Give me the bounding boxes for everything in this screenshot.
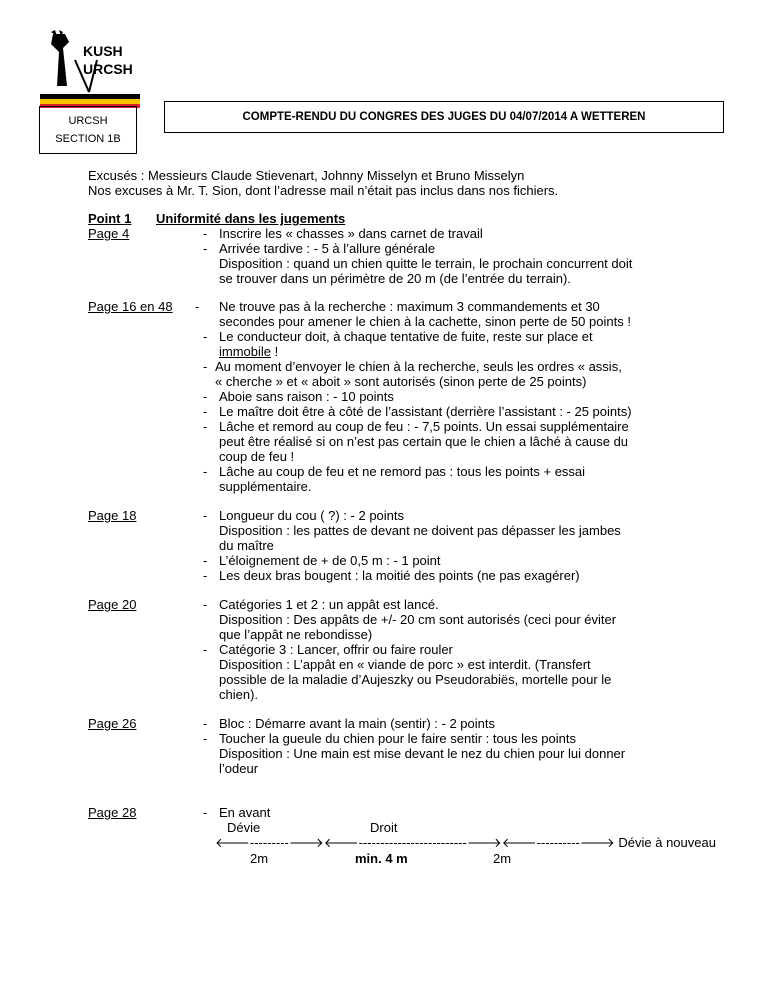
distance-2: min. 4 m [355, 851, 408, 866]
segment-line: ---------- [536, 835, 580, 850]
text-line: Lâche et remord au coup de feu : - 7,5 points. Un essai supplémentaire [219, 419, 629, 434]
bullet-dash: - [203, 568, 208, 583]
arrow-right-icon: 🡒 [466, 835, 502, 850]
arrow-left-icon: 🡐 [215, 835, 250, 850]
point-title: Uniformité dans les jugements [156, 211, 346, 226]
arrow-right-icon: 🡒 [579, 835, 615, 850]
org-box [39, 106, 137, 154]
distance-diagram [215, 835, 716, 850]
text-line: Le conducteur doit, à chaque tentative de fuite, reste sur place et [219, 329, 593, 344]
text-span: ! [271, 344, 279, 359]
bullet-dash: - [203, 404, 208, 419]
bullet-dash: - [203, 597, 208, 612]
bullet-dash: - [203, 329, 208, 344]
page-28-label: Page 28 [88, 805, 137, 820]
bullet-dash: - [203, 389, 208, 404]
arrow-left-icon: 🡐 [501, 835, 537, 850]
text-line: Disposition : Des appâts de +/- 20 cm sont autorisés (ceci pour éviter [219, 612, 617, 627]
page-4-label: Page 4 [88, 226, 130, 241]
bullet-dash: - [203, 359, 208, 374]
text-line: secondes pour amener le chien à la cachette, sinon perte de 50 points ! [219, 314, 631, 329]
text-line: que l’appât ne rebondisse) [219, 627, 373, 642]
page-26-label: Page 26 [88, 716, 137, 731]
bullet-dash: - [203, 642, 208, 657]
text-line: l’odeur [219, 761, 259, 776]
text-line: Catégorie 3 : Lancer, offrir ou faire rouler [219, 642, 453, 657]
bullet-dash: - [203, 508, 208, 523]
bullet-dash: - [203, 241, 208, 256]
text-line: coup de feu ! [219, 449, 295, 464]
text-line: peut être réalisé si on n’est pas certain que le chien a lâché à cause du [219, 434, 629, 449]
text-line: Bloc : Démarre avant la main (sentir) : - 2 points [219, 716, 495, 731]
text-line: Disposition : quand un chien quitte le terrain, le prochain concurrent doit [219, 256, 633, 271]
bullet-dash: - [203, 419, 208, 434]
segment-line: ------------------------- [358, 835, 467, 850]
text-line: Aboie sans raison : - 10 points [219, 389, 394, 404]
bullet-dash: - [195, 299, 200, 314]
deviation-label: Dévie [227, 820, 261, 835]
straight-label: Droit [370, 820, 398, 835]
document-title: COMPTE-RENDU DU CONGRES DES JUGES DU 04/07/2014 A WETTEREN [164, 101, 724, 133]
segment-line: --------- [249, 835, 289, 850]
urcsh-logo [45, 30, 133, 92]
apology-line: Nos excuses à Mr. T. Sion, dont l’adresse mail n’était pas inclus dans nos fichiers. [88, 183, 559, 198]
page-16-label: Page 16 en 48 [88, 299, 173, 314]
distance-1: 2m [250, 851, 269, 866]
text-line: Disposition : Une main est mise devant le nez du chien pour lui donner [219, 746, 626, 761]
bullet-dash: - [203, 716, 208, 731]
bullet-dash: - [203, 464, 208, 479]
text-line: Au moment d’envoyer le chien à la recherche, seuls les ordres « assis, [215, 359, 622, 374]
text-line: Catégories 1 et 2 : un appât est lancé. [219, 597, 439, 612]
underlined-word: immobile [219, 344, 272, 359]
text-line: Arrivée tardive : - 5 à l’allure générale [219, 241, 436, 256]
text-line: Les deux bras bougent : la moitié des points (ne pas exagérer) [219, 568, 580, 583]
text-line: Inscrire les « chasses » dans carnet de travail [219, 226, 483, 241]
text-line: L’éloignement de + de 0,5 m : - 1 point [219, 553, 441, 568]
text-line: du maître [219, 538, 274, 553]
bullet-dash: - [203, 731, 208, 746]
org-section: SECTION 1B [55, 133, 121, 145]
text-line: Disposition : L’appât en « viande de porc » est interdit. (Transfert [219, 657, 591, 672]
excused-line: Excusés : Messieurs Claude Stievenart, Johnny Misselyn et Bruno Misselyn [88, 168, 525, 183]
text-line: Toucher la gueule du chien pour le faire sentir : tous les points [219, 731, 576, 746]
text-line: supplémentaire. [219, 479, 312, 494]
bullet-dash: - [203, 805, 208, 820]
text-line: Longueur du cou ( ?) : - 2 points [219, 508, 405, 523]
text-line: Lâche au coup de feu et ne remord pas : tous les points + essai [219, 464, 586, 479]
text-line: « cherche » et « aboit » sont autorisés (sinon perte de 25 points) [215, 374, 587, 389]
deviation-again-label: Dévie à nouveau [618, 835, 716, 850]
bullet-dash: - [203, 226, 208, 241]
svg-text:KUSH: KUSH [83, 43, 123, 59]
distance-3: 2m [493, 851, 512, 866]
text-line: possible de la maladie d’Aujeszky ou Pseudorabiës, mortelle pour le [219, 672, 612, 687]
page-18-label: Page 18 [88, 508, 137, 523]
bullet-dash: - [203, 553, 208, 568]
text-line: Ne trouve pas à la recherche : maximum 3 commandements et 30 [219, 299, 600, 314]
text-line: En avant [219, 805, 271, 820]
point-label: Point 1 [88, 211, 132, 226]
page-20-label: Page 20 [88, 597, 137, 612]
svg-text:URCSH: URCSH [83, 61, 133, 77]
arrow-right-icon: 🡒 [288, 835, 324, 850]
text-line: se trouver dans un périmètre de 20 m (de l’entrée du terrain). [219, 271, 571, 286]
text-line: Disposition : les pattes de devant ne doivent pas dépasser les jambes [219, 523, 621, 538]
text-line: chien). [219, 687, 259, 702]
arrow-left-icon: 🡐 [323, 835, 359, 850]
text-line [219, 344, 278, 359]
org-name: URCSH [68, 115, 108, 127]
text-line: Le maître doit être à côté de l’assistant (derrière l’assistant : - 25 points) [219, 404, 632, 419]
